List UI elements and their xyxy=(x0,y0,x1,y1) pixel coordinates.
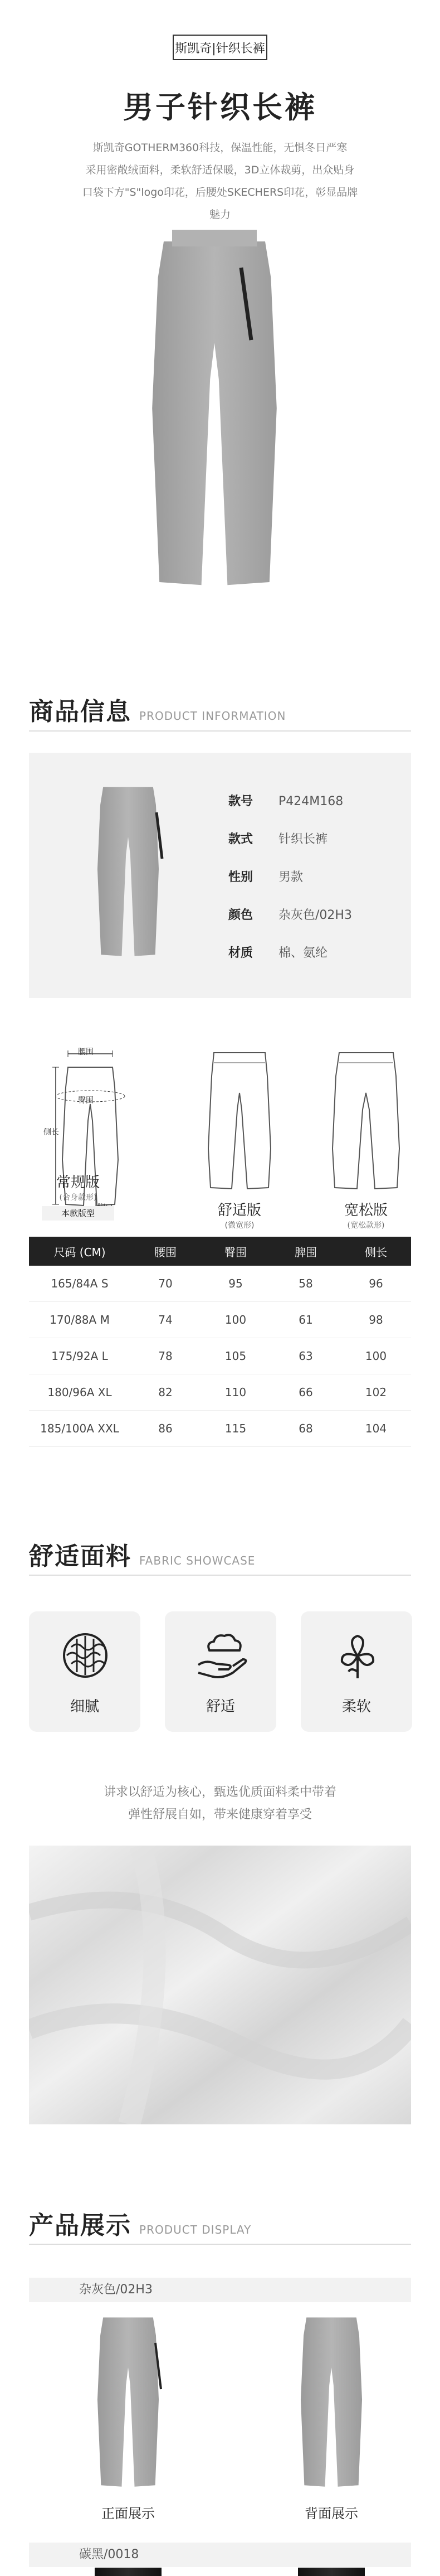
spec-value: 男款 xyxy=(278,870,304,884)
section-title-display: 产品展示 xyxy=(29,2211,131,2240)
section-subtitle-fabric: FABRIC SHOWCASE xyxy=(139,1554,256,1567)
fit-type-regular xyxy=(42,1171,114,1221)
intro-line: 采用密敞绒面料，柔软舒适保暖，3D立体裁剪，出众贴身 xyxy=(85,164,355,176)
color-band-black: 碳黑/0018 xyxy=(29,2543,411,2567)
table-cell: 58 xyxy=(271,1266,341,1302)
color-band-grey: 杂灰色/02H3 xyxy=(29,2278,411,2302)
spec-key: 款式 xyxy=(228,832,253,846)
spec-row-gender xyxy=(228,868,352,906)
fabric-feature-label: 柔软 xyxy=(341,1698,371,1715)
table-cell: 78 xyxy=(130,1338,201,1374)
table-cell: 95 xyxy=(201,1266,271,1302)
column-header: 侧长 xyxy=(341,1237,411,1266)
fabric-description xyxy=(0,1781,440,1826)
table-cell: 63 xyxy=(271,1338,341,1374)
fit-name: 常规版 xyxy=(56,1174,100,1191)
spec-key: 款号 xyxy=(228,795,253,808)
back-view-label: 背面展示 xyxy=(305,2506,358,2521)
cotton-flower-icon xyxy=(330,1628,385,1684)
category-tag: 斯凯奇|针织长裤 xyxy=(173,35,267,60)
fit-name: 宽松版 xyxy=(344,1202,388,1219)
table-cell: 96 xyxy=(341,1266,411,1302)
size-chart-table xyxy=(29,1237,411,1447)
table-cell: 105 xyxy=(201,1338,271,1374)
black-pants-front-image xyxy=(95,2568,162,2576)
fabric-feature-card xyxy=(29,1611,140,1732)
size-cell: 175/92A L xyxy=(29,1338,130,1374)
spec-key: 颜色 xyxy=(228,908,253,922)
fabric-feature-card xyxy=(165,1611,276,1732)
section-divider xyxy=(29,730,411,732)
table-cell: 68 xyxy=(271,1411,341,1447)
info-pants-image xyxy=(92,783,164,962)
fit-desc: (微宽形) xyxy=(224,1221,255,1230)
table-cell: 86 xyxy=(130,1411,201,1447)
loose-fit-outline xyxy=(331,1048,401,1193)
spec-row-material xyxy=(228,943,352,981)
current-fit-badge: 本款版型 xyxy=(42,1206,114,1221)
section-subtitle-product-info: PRODUCT INFORMATION xyxy=(139,709,286,723)
table-cell: 100 xyxy=(341,1338,411,1374)
length-label: 侧长 xyxy=(43,1128,59,1137)
column-header: 腰围 xyxy=(130,1237,201,1266)
table-cell: 66 xyxy=(271,1374,341,1411)
section-divider xyxy=(29,2244,411,2245)
black-pants-back-image xyxy=(298,2568,365,2576)
table-cell: 115 xyxy=(201,1411,271,1447)
spec-row-style xyxy=(228,830,352,868)
fabric-desc-line: 讲求以舒适为核心，甄选优质面料柔中带着 xyxy=(103,1785,336,1799)
table-row xyxy=(29,1374,411,1411)
table-cell: 70 xyxy=(130,1266,201,1302)
hand-cloud-icon xyxy=(194,1628,250,1684)
waist-label: 腰围 xyxy=(78,1048,94,1057)
fit-desc: (合身款形) xyxy=(59,1193,97,1202)
size-cell: 170/88A M xyxy=(29,1302,130,1338)
column-header: 臀围 xyxy=(201,1237,271,1266)
fabric-feature-label: 细腻 xyxy=(70,1698,99,1715)
hero-pants-image xyxy=(142,223,287,608)
section-title-fabric: 舒适面料 xyxy=(29,1542,131,1571)
comfort-fit-outline xyxy=(206,1048,273,1193)
spec-row-style-number xyxy=(228,792,352,830)
section-subtitle-display: PRODUCT DISPLAY xyxy=(139,2223,252,2236)
fabric-desc-line: 弹性舒展自如，带来健康穿着享受 xyxy=(128,1808,312,1822)
column-header: 脾围 xyxy=(271,1237,341,1266)
spec-row-color xyxy=(228,906,352,943)
table-cell: 82 xyxy=(130,1374,201,1411)
fabric-closeup-image xyxy=(29,1846,411,2124)
spec-value: 杂灰色/02H3 xyxy=(278,908,352,922)
grey-pants-back-image xyxy=(295,2314,368,2492)
grey-pants-front-image xyxy=(92,2314,164,2492)
table-cell: 61 xyxy=(271,1302,341,1338)
table-cell: 100 xyxy=(201,1302,271,1338)
fabric-weave-icon xyxy=(60,1630,110,1681)
section-title-product-info: 商品信息 xyxy=(29,698,131,726)
fit-desc: (宽松款形) xyxy=(347,1221,385,1230)
page-title: 男子针织长裤 xyxy=(123,90,317,125)
fabric-feature-card xyxy=(301,1611,412,1732)
fit-type-loose xyxy=(330,1199,402,1231)
hip-label: 臀围 xyxy=(78,1096,94,1105)
fabric-feature-label: 舒适 xyxy=(206,1698,235,1715)
product-intro xyxy=(78,137,362,226)
product-info-panel xyxy=(29,753,411,998)
table-cell: 110 xyxy=(201,1374,271,1411)
size-cell: 165/84A S xyxy=(29,1266,130,1302)
intro-line: 口袋下方"S"logo印花，后腰处SKECHERS印花，彰显品牌魅力 xyxy=(82,186,358,221)
spec-value: P424M168 xyxy=(278,795,344,808)
fit-type-comfort xyxy=(203,1199,276,1231)
front-view-label: 正面展示 xyxy=(101,2506,155,2521)
table-cell: 98 xyxy=(341,1302,411,1338)
section-divider xyxy=(29,1575,411,1576)
table-row xyxy=(29,1302,411,1338)
spec-value: 针织长裤 xyxy=(278,832,328,846)
table-cell: 104 xyxy=(341,1411,411,1447)
spec-value: 棉、氨纶 xyxy=(278,946,328,960)
spec-key: 性别 xyxy=(228,870,253,884)
table-row xyxy=(29,1411,411,1447)
size-chart-header xyxy=(29,1237,411,1266)
product-spec-list xyxy=(228,792,352,981)
table-cell: 102 xyxy=(341,1374,411,1411)
table-row xyxy=(29,1266,411,1302)
table-cell: 74 xyxy=(130,1302,201,1338)
size-cell: 185/100A XXL xyxy=(29,1411,130,1447)
column-header: 尺码 (CM) xyxy=(29,1237,130,1266)
fit-name: 舒适版 xyxy=(217,1202,261,1219)
spec-key: 材质 xyxy=(228,946,253,960)
table-row xyxy=(29,1338,411,1374)
size-cell: 180/96A XL xyxy=(29,1374,130,1411)
intro-line: 斯凯奇GOTHERM360科技，保温性能，无惧冬日严寒 xyxy=(92,142,348,154)
